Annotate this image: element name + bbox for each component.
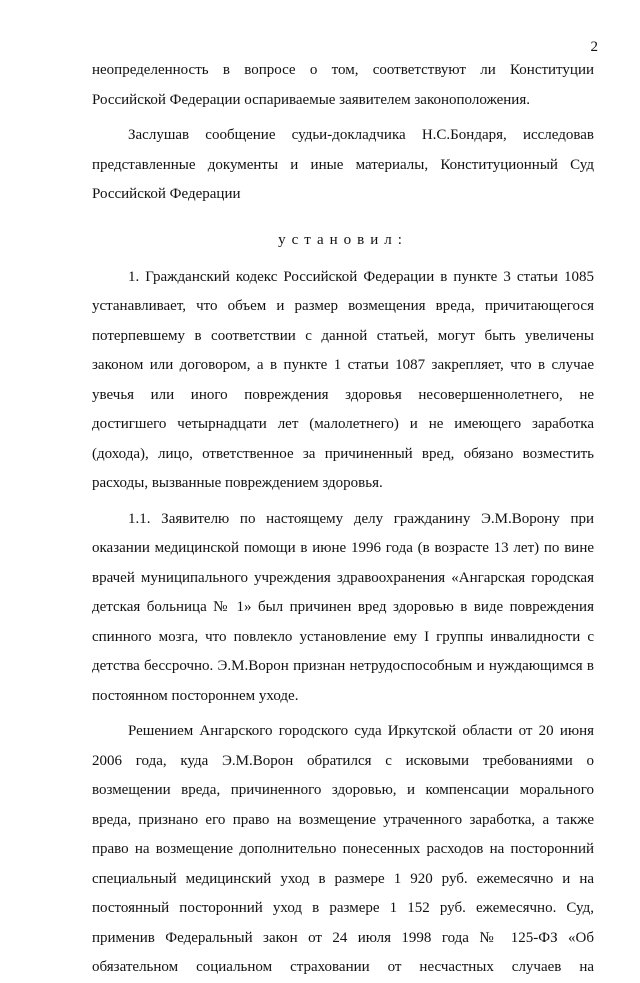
text-line: обязательном социальном страховании от несчастных случаев на bbox=[92, 959, 594, 975]
text-line: увечья или иного повреждения здоровья несовершеннолетнего, не bbox=[92, 386, 594, 403]
text-line: оказании медицинской помощи в июне 1996 года (в возрасте 13 лет) по вине bbox=[92, 540, 594, 556]
text-line: Российской Федерации оспариваемые заявителем законоположения. bbox=[92, 91, 530, 108]
page-number: 2 bbox=[590, 39, 598, 55]
text-line: 2006 года, куда Э.М.Ворон обратился с исковыми требованиями о bbox=[92, 752, 594, 769]
paragraph-court-decision bbox=[92, 717, 594, 983]
text-line: представленные документы и иные материалы, Конституционный Суд bbox=[92, 156, 594, 173]
text-line: 1. Гражданский кодекс Российской Федерации в пункте 3 статьи 1085 bbox=[128, 268, 594, 285]
text-line: спинного мозга, что повлекло установление ему I группы инвалидности с bbox=[92, 628, 594, 645]
text-line: специальный медицинский уход в размере 1 920 руб. ежемесячно и на bbox=[92, 870, 594, 887]
text-line: постоянном постороннем уходе. bbox=[92, 687, 299, 704]
paragraph-civil-code bbox=[92, 263, 594, 499]
document-body bbox=[92, 56, 594, 983]
text-line: Российской Федерации bbox=[92, 186, 241, 202]
text-line: возмещении вреда, причиненного здоровью, и компенсации морального bbox=[92, 782, 594, 798]
text-line: врачей муниципального учреждения здравоохранения «Ангарская городская bbox=[92, 569, 594, 586]
text-line: устанавливает, что объем и размер возмещения вреда, причитающегося bbox=[92, 298, 594, 314]
text-line: Решением Ангарского городского суда Иркутской области от 20 июня bbox=[128, 723, 594, 739]
text-line: потерпевшему в соответствии с данной статьей, могут быть увеличены bbox=[92, 327, 594, 344]
text-line: детства бессрочно. Э.М.Ворон признан нетрудоспособным и нуждающимся в bbox=[92, 658, 594, 674]
paragraph-applicant bbox=[92, 505, 594, 712]
text-line: законом или договором, а в пункте 1 статьи 1087 закрепляет, что в случае bbox=[92, 357, 594, 373]
decision-heading: установил: bbox=[278, 231, 408, 248]
text-line: постоянный посторонний уход в размере 1 152 руб. ежемесячно. Суд, bbox=[92, 900, 594, 916]
paragraph-hearing bbox=[92, 121, 594, 210]
text-line: детская больница № 1» был причинен вред здоровью в виде повреждения bbox=[92, 599, 594, 615]
text-line: применив Федеральный закон от 24 июля 1998 года № 125-ФЗ «Об bbox=[92, 929, 594, 946]
text-line: Заслушав сообщение судьи-докладчика Н.С.Бондаря, исследовав bbox=[128, 127, 594, 143]
text-line: вреда, признано его право на возмещение утраченного заработка, а также bbox=[92, 811, 594, 828]
text-line: неопределенность в вопросе о том, соответствуют ли Конституции bbox=[92, 62, 594, 78]
text-line: достигшего четырнадцати лет (малолетнего) и не имеющего заработка bbox=[92, 416, 594, 432]
text-line: право на возмещение дополнительно понесенных расходов на посторонний bbox=[92, 841, 594, 857]
text-line: (дохода), лицо, ответственное за причиненный вред, обязано возместить bbox=[92, 445, 594, 462]
text-line: расходы, вызванные повреждением здоровья. bbox=[92, 475, 383, 491]
paragraph-continuation bbox=[92, 56, 594, 115]
text-line: 1.1. Заявителю по настоящему делу гражданину Э.М.Ворону при bbox=[128, 510, 594, 527]
